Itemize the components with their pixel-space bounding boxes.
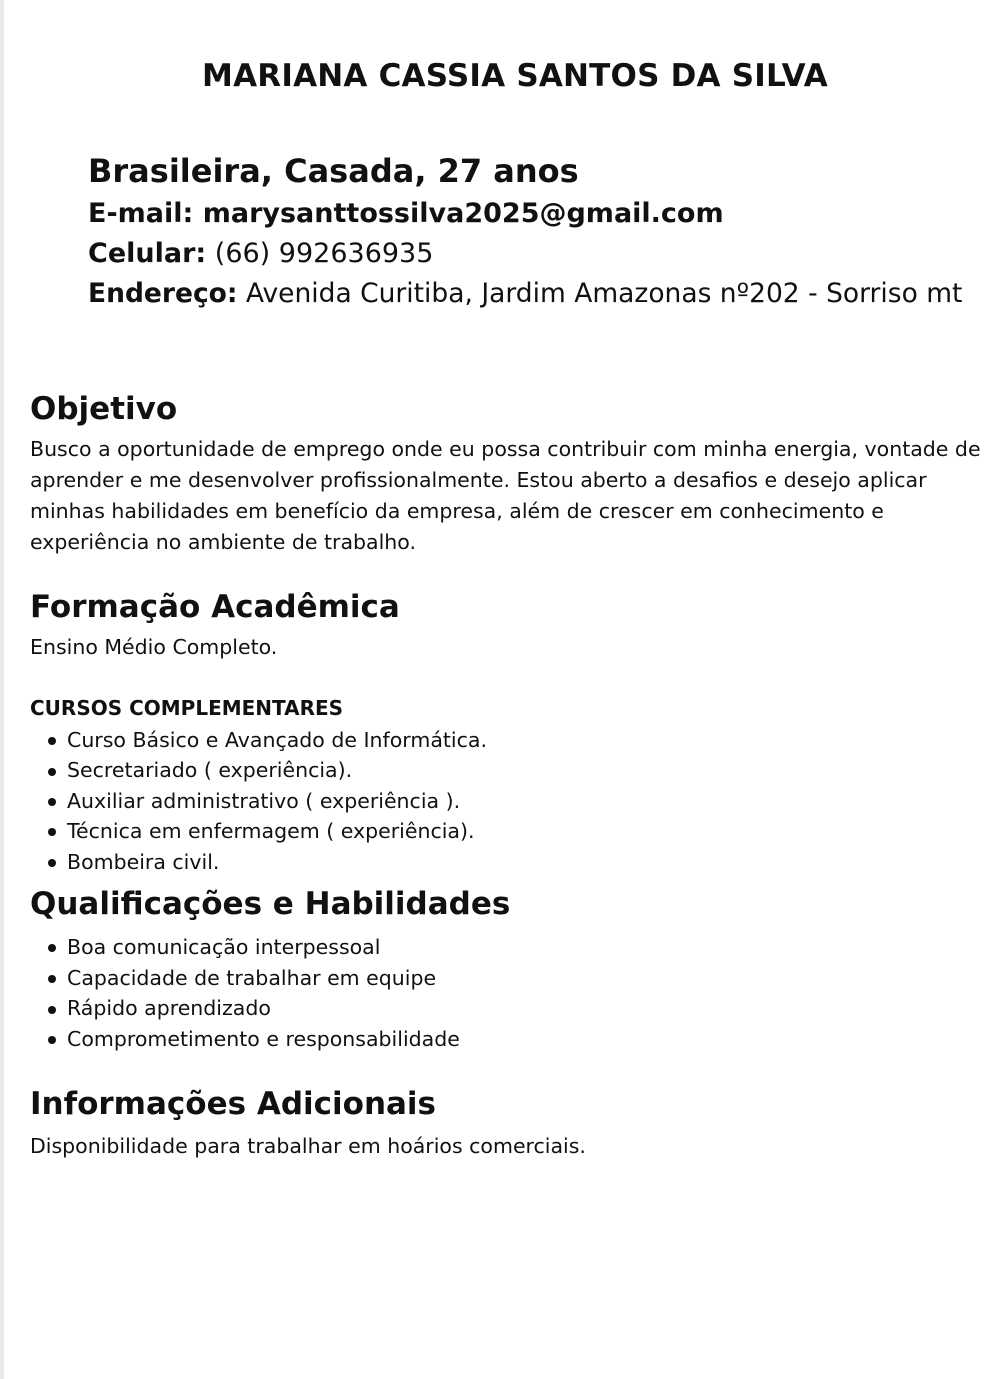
- email-line: [88, 198, 724, 229]
- email-value: marysanttossilva2025@gmail.com: [202, 198, 724, 229]
- additional-text: Disponibilidade para trabalhar em hoários comerciais.: [30, 1134, 586, 1158]
- email-label: E-mail:: [88, 198, 194, 229]
- list-item: Secretariado ( experiência).: [30, 755, 487, 785]
- education-heading: Formação Acadêmica: [30, 589, 400, 625]
- courses-heading: CURSOS COMPLEMENTARES: [30, 696, 344, 720]
- objective-heading: Objetivo: [30, 391, 178, 427]
- list-item: Capacidade de trabalhar em equipe: [30, 963, 460, 994]
- personal-info: Brasileira, Casada, 27 anos: [88, 152, 579, 190]
- list-item: Boa comunicação interpessoal: [30, 932, 460, 963]
- list-item: Rápido aprendizado: [30, 993, 460, 1024]
- courses-list: [30, 725, 487, 877]
- skills-list: [30, 932, 460, 1055]
- education-text: Ensino Médio Completo.: [30, 635, 278, 659]
- phone-label: Celular:: [88, 238, 207, 269]
- candidate-name: MARIANA CASSIA SANTOS DA SILVA: [202, 58, 828, 94]
- address-line: [88, 278, 962, 309]
- additional-heading: Informações Adicionais: [30, 1086, 437, 1122]
- list-item: Técnica em enfermagem ( experiência).: [30, 816, 487, 846]
- list-item: Comprometimento e responsabilidade: [30, 1024, 460, 1055]
- phone-line: [88, 238, 433, 269]
- address-label: Endereço:: [88, 278, 238, 309]
- skills-heading: Qualificações e Habilidades: [30, 886, 511, 922]
- list-item: Bombeira civil.: [30, 847, 487, 877]
- phone-value: (66) 992636935: [214, 238, 434, 269]
- list-item: Curso Básico e Avançado de Informática.: [30, 725, 487, 755]
- objective-text: Busco a oportunidade de emprego onde eu possa contribuir com minha energia, vontade de aprender e me desenvolver profissionalmente. Estou aberto a desafios e desejo aplicar minhas habilidades em benefício da empresa, além de crescer em conhecimento e experiência no ambiente de trabalho.: [30, 437, 981, 554]
- page-edge: [0, 0, 4, 1379]
- list-item: Auxiliar administrativo ( experiência ).: [30, 786, 487, 816]
- address-value: Avenida Curitiba, Jardim Amazonas nº202 - Sorriso mt: [245, 278, 963, 309]
